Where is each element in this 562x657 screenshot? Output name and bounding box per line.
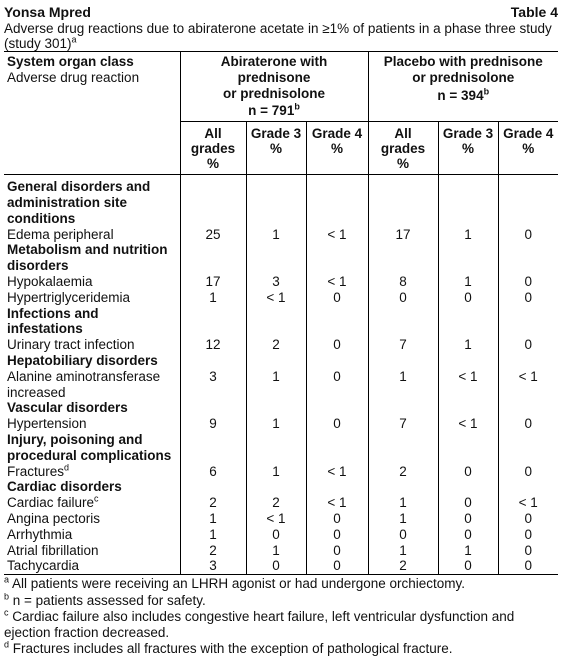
empty-cell	[498, 432, 558, 464]
empty-cell	[438, 432, 498, 464]
value-cell: 17	[368, 227, 438, 243]
empty-cell	[368, 242, 438, 274]
table-row	[4, 337, 558, 353]
footnote-marker: c	[4, 607, 9, 618]
subheader-3: Grade 4 %	[306, 122, 368, 175]
table-row	[4, 543, 558, 559]
value-cell: 2	[246, 495, 306, 511]
group-header-abiraterone	[180, 52, 368, 122]
reaction-label	[4, 511, 180, 527]
category-row	[4, 179, 558, 226]
value-cell: 0	[498, 227, 558, 243]
value-cell: 0	[498, 416, 558, 432]
empty-cell	[306, 242, 368, 274]
value-cell: 1	[438, 227, 498, 243]
empty-cell	[246, 242, 306, 274]
value-cell: < 1	[498, 369, 558, 401]
value-cell: < 1	[246, 290, 306, 306]
value-cell: 0	[306, 369, 368, 401]
empty-cell	[306, 400, 368, 416]
reaction-label	[4, 369, 180, 401]
table-row	[4, 227, 558, 243]
footnotes	[4, 576, 558, 657]
value-cell: 0	[498, 274, 558, 290]
category-label: Hepatobiliary disorders	[7, 352, 158, 368]
empty-cell	[306, 179, 368, 226]
footnote	[4, 593, 558, 609]
reaction-name: Edema peripheral	[7, 226, 114, 242]
value-cell: 7	[368, 416, 438, 432]
value-cell: 0	[368, 290, 438, 306]
category-label: Infections and infestations	[7, 305, 99, 337]
value-cell: 0	[498, 558, 558, 574]
value-cell: < 1	[306, 495, 368, 511]
footnote-text: All patients were receiving an LHRH agonist or had undergone orchiectomy.	[12, 576, 466, 592]
table-body	[4, 175, 558, 574]
subheader-1: All grades %	[180, 122, 246, 175]
empty-cell	[306, 306, 368, 338]
reaction-label	[4, 337, 180, 353]
value-cell: < 1	[306, 464, 368, 480]
footnote	[4, 641, 558, 657]
reaction-name: Alanine aminotransferase increased	[7, 368, 161, 400]
empty-cell	[306, 353, 368, 369]
table-row	[4, 369, 558, 401]
value-cell: 1	[438, 543, 498, 559]
empty-cell	[306, 479, 368, 495]
footnote-text: Fractures includes all fractures with the exception of pathological fracture.	[12, 641, 453, 657]
value-cell: < 1	[306, 227, 368, 243]
table-row	[4, 464, 558, 480]
category-label: Vascular disorders	[7, 400, 128, 416]
value-cell: 0	[306, 511, 368, 527]
footnote	[4, 609, 558, 640]
empty-cell	[438, 242, 498, 274]
value-cell: 2	[246, 337, 306, 353]
empty-cell	[368, 353, 438, 369]
footnote-marker: a	[4, 574, 10, 585]
value-cell: 0	[438, 558, 498, 574]
reaction-name: Hypertension	[7, 416, 87, 432]
value-cell: 1	[368, 543, 438, 559]
subheader-4: All grades %	[368, 122, 438, 175]
group1-n-mark: b	[294, 101, 300, 112]
adverse-reactions-table	[4, 51, 558, 574]
empty-cell	[246, 353, 306, 369]
value-cell: 0	[498, 290, 558, 306]
value-cell: 1	[180, 527, 246, 543]
group2-title: Placebo with prednisone	[383, 54, 543, 69]
value-cell: 3	[180, 558, 246, 574]
value-cell: 1	[368, 369, 438, 401]
value-cell: 3	[246, 274, 306, 290]
empty-cell	[180, 479, 246, 495]
value-cell: 0	[306, 543, 368, 559]
footnote-text: n = patients assessed for safety.	[12, 592, 206, 608]
empty-cell	[306, 432, 368, 464]
empty-cell	[246, 400, 306, 416]
value-cell: < 1	[306, 274, 368, 290]
value-cell: 3	[180, 369, 246, 401]
table-row	[4, 274, 558, 290]
value-cell: 0	[306, 558, 368, 574]
value-cell: 0	[498, 527, 558, 543]
empty-cell	[498, 179, 558, 226]
table-row	[4, 511, 558, 527]
footnote-marker: d	[4, 639, 10, 650]
value-cell: 0	[438, 495, 498, 511]
reaction-label	[4, 290, 180, 306]
category-label: Metabolism and nutrition disorders	[7, 242, 168, 274]
value-cell: 2	[180, 543, 246, 559]
group1-subtitle: or prednisolone	[222, 85, 325, 101]
subheader-6: Grade 4 %	[498, 122, 558, 175]
empty-cell	[180, 179, 246, 226]
table-row	[4, 527, 558, 543]
reaction-name: Fractures	[7, 463, 65, 479]
empty-cell	[438, 353, 498, 369]
empty-cell	[498, 479, 558, 495]
header-row-grades	[4, 122, 558, 175]
value-cell: 1	[246, 369, 306, 401]
value-cell: 0	[498, 543, 558, 559]
empty-cell	[438, 179, 498, 226]
value-cell: 1	[368, 511, 438, 527]
caption-footnote-mark: a	[71, 34, 77, 45]
value-cell: 1	[368, 495, 438, 511]
category-label: Cardiac disorders	[7, 479, 122, 495]
value-cell: 1	[180, 511, 246, 527]
table-caption	[4, 21, 558, 51]
value-cell: < 1	[246, 511, 306, 527]
value-cell: 2	[368, 558, 438, 574]
value-cell: < 1	[438, 369, 498, 401]
empty-cell	[438, 306, 498, 338]
col-header-soc-label: System organ class	[7, 54, 134, 69]
value-cell: 1	[180, 290, 246, 306]
table-row	[4, 495, 558, 511]
subheader-2: Grade 3 %	[246, 122, 306, 175]
value-cell: < 1	[498, 495, 558, 511]
category-row	[4, 432, 558, 464]
value-cell: 0	[368, 527, 438, 543]
empty-cell	[438, 400, 498, 416]
reaction-name: Urinary tract infection	[7, 337, 135, 353]
brand-name: Yonsa Mpred	[4, 4, 91, 20]
footnote-marker: b	[4, 591, 10, 602]
table-row	[4, 290, 558, 306]
reaction-label	[4, 527, 180, 543]
value-cell: 0	[306, 337, 368, 353]
group1-n: n = 791	[248, 103, 295, 119]
empty-cell	[180, 353, 246, 369]
category-row	[4, 242, 558, 274]
value-cell: 0	[246, 558, 306, 574]
table-bottom-rule	[4, 574, 558, 575]
value-cell: 8	[368, 274, 438, 290]
value-cell: < 1	[438, 416, 498, 432]
value-cell: 1	[246, 227, 306, 243]
empty-cell	[180, 242, 246, 274]
value-cell: 0	[306, 416, 368, 432]
value-cell: 0	[438, 527, 498, 543]
value-cell: 0	[306, 290, 368, 306]
table-row	[4, 558, 558, 574]
footnote-text: Cardiac failure also includes congestive heart failure, left ventricular dysfunction and ejection fraction decreased.	[4, 609, 515, 640]
value-cell: 1	[438, 274, 498, 290]
value-cell: 17	[180, 274, 246, 290]
group2-n-mark: b	[483, 86, 490, 97]
header-blank-cell	[4, 122, 180, 175]
col-header-soc	[4, 52, 180, 122]
value-cell: 0	[498, 464, 558, 480]
table-label: Table 4	[510, 4, 558, 20]
value-cell: 0	[438, 464, 498, 480]
value-cell: 2	[368, 464, 438, 480]
value-cell: 1	[438, 337, 498, 353]
empty-cell	[368, 479, 438, 495]
value-cell: 0	[306, 527, 368, 543]
category-row	[4, 306, 558, 338]
value-cell: 0	[498, 511, 558, 527]
reaction-label	[4, 495, 180, 511]
reaction-name: Angina pectoris	[7, 510, 101, 526]
category-label: Injury, poisoning and procedural complications	[7, 431, 172, 463]
caption-text: Adverse drug reactions due to abiraterone acetate in ≥1% of patients in a phase three study (study 301)	[4, 21, 552, 51]
value-cell: 25	[180, 227, 246, 243]
group2-subtitle: or prednisolone	[412, 69, 515, 85]
value-cell: 2	[180, 495, 246, 511]
document-header	[4, 4, 558, 20]
reaction-label	[4, 464, 180, 480]
value-cell: 0	[438, 511, 498, 527]
empty-cell	[498, 242, 558, 274]
value-cell: 12	[180, 337, 246, 353]
group1-title: Abiraterone with prednisone	[220, 54, 328, 85]
group2-n: n = 394	[437, 87, 484, 103]
value-cell: 6	[180, 464, 246, 480]
value-cell: 0	[246, 527, 306, 543]
empty-cell	[180, 306, 246, 338]
reaction-label	[4, 227, 180, 243]
reaction-name: Arrhythmia	[7, 526, 73, 542]
subheader-5: Grade 3 %	[438, 122, 498, 175]
empty-cell	[368, 400, 438, 416]
reaction-name: Atrial fibrillation	[7, 542, 99, 558]
footnote	[4, 576, 558, 592]
reaction-label	[4, 558, 180, 574]
reaction-name: Hypertriglyceridemia	[7, 289, 131, 305]
category-row	[4, 479, 558, 495]
empty-cell	[180, 400, 246, 416]
empty-cell	[368, 432, 438, 464]
reaction-label	[4, 416, 180, 432]
footnote-mark: c	[94, 493, 99, 504]
group-header-placebo	[368, 52, 558, 122]
empty-cell	[498, 353, 558, 369]
table-row	[4, 416, 558, 432]
empty-cell	[368, 306, 438, 338]
header-row-groups	[4, 52, 558, 122]
reaction-label	[4, 274, 180, 290]
category-row	[4, 353, 558, 369]
empty-cell	[246, 432, 306, 464]
reaction-name: Cardiac failure	[7, 495, 95, 511]
reaction-name: Tachycardia	[7, 558, 80, 574]
empty-cell	[498, 306, 558, 338]
footnote-mark: d	[64, 462, 70, 473]
value-cell: 1	[246, 464, 306, 480]
col-header-adr-label: Adverse drug reaction	[7, 69, 140, 85]
empty-cell	[246, 179, 306, 226]
reaction-label	[4, 543, 180, 559]
empty-cell	[246, 479, 306, 495]
category-row	[4, 400, 558, 416]
value-cell: 1	[246, 543, 306, 559]
category-label: General disorders and administration site conditions	[7, 179, 151, 226]
empty-cell	[498, 400, 558, 416]
empty-cell	[246, 306, 306, 338]
value-cell: 0	[498, 337, 558, 353]
reaction-name: Hypokalaemia	[7, 273, 93, 289]
empty-cell	[438, 479, 498, 495]
empty-cell	[180, 432, 246, 464]
value-cell: 9	[180, 416, 246, 432]
value-cell: 0	[438, 290, 498, 306]
value-cell: 7	[368, 337, 438, 353]
empty-cell	[368, 179, 438, 226]
value-cell: 1	[246, 416, 306, 432]
